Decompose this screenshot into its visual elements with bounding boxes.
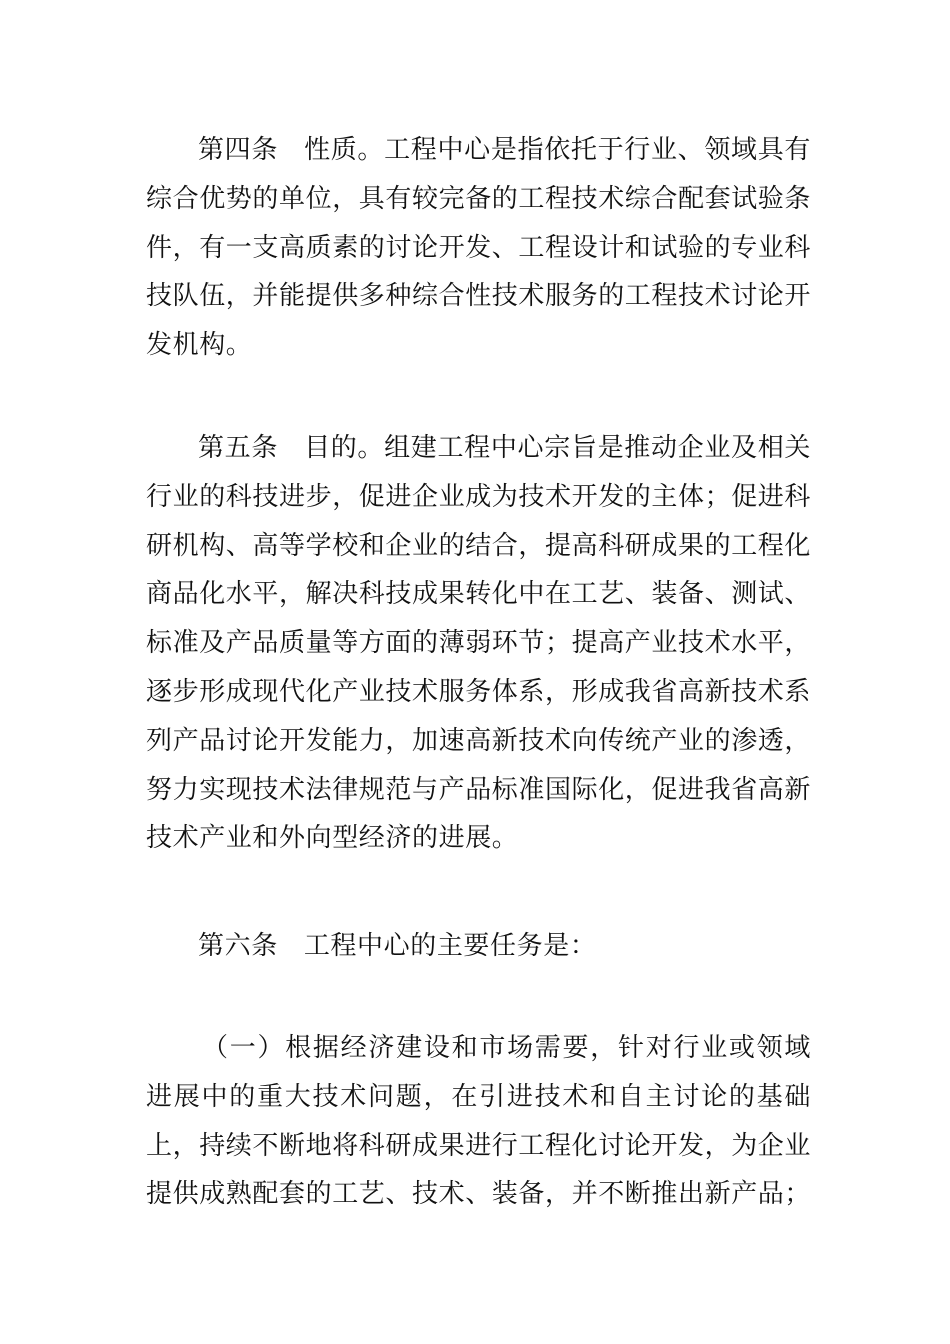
article-4: [146, 126, 811, 370]
article-4-heading: 第四条: [198, 135, 279, 165]
article-6-text: 工程中心的主要任务是：: [303, 931, 597, 961]
article-6: [146, 922, 811, 971]
task-item-1: （一）根据经济建设和市场需要，针对行业或领域进展中的重大技术问题，在引进技术和自主讨论的基础上，持续不断地将科研成果进行工程化讨论开发，为企业提供成熟配套的工艺、技术、装备，并不断推出新产品；: [146, 1033, 812, 1210]
article-5-heading: 第五条: [198, 433, 279, 463]
article-5-text: 目的。组建工程中心宗旨是推动企业及相关行业的科技进步，促进企业成为技术开发的主体；促进科研机构、高等学校和企业的结合，提高科研成果的工程化商品化水平，解决科技成果转化中在工艺、装备、测试、标准及产品质量等方面的薄弱环节；提高产业技术水平，逐步形成现代化产业技术服务体系，形成我省高新技术系列产品讨论开发能力，加速高新技术向传统产业的渗透，努力实现技术法律规范与产品标准国际化，促进我省高新技术产业和外向型经济的进展。: [146, 433, 812, 854]
article-5: [146, 424, 811, 863]
article-6-heading: 第六条: [198, 931, 278, 961]
article-4-text: 性质。工程中心是指依托于行业、领域具有综合优势的单位，具有较完备的工程技术综合配套试验条件，有一支高质素的讨论开发、工程设计和试验的专业科技队伍，并能提供多种综合性技术服务的工程技术讨论开发机构。: [146, 135, 812, 361]
